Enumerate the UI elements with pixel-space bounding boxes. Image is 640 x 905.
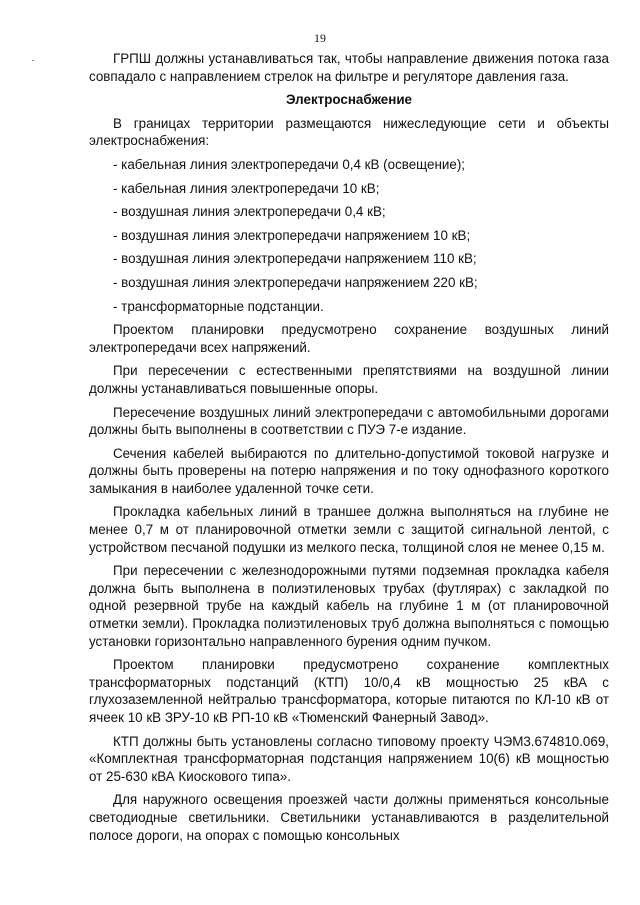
list-item: - воздушная линия электропередачи напряжением 220 кВ; bbox=[113, 274, 478, 290]
list-item: - кабельная линия электропередачи 10 кВ; bbox=[113, 180, 380, 196]
paragraph-cable-sections: Сечения кабелей выбираются по длительно-допустимой токовой нагрузке и должны быть проверены на потерю напряжения и по току однофазного короткого замыкания в наиболее удаленной точке сети. bbox=[89, 445, 609, 496]
list-item: - воздушная линия электропередачи напряжением 10 кВ; bbox=[113, 227, 471, 243]
paragraph-road-crossing: Пересечение воздушных линий электропередачи с автомобильными дорогами должны быть выполнены в соответствии с ПУЭ 7-е издание. bbox=[89, 404, 609, 438]
list-item: - кабельная линия электропередачи 0,4 кВ (освещение); bbox=[113, 156, 465, 172]
paragraph-obstacle-crossing: При пересечении с естественными препятствиями на воздушной линии должны устанавливаться повышенные опоры. bbox=[89, 363, 609, 396]
scan-edge-mark bbox=[32, 60, 34, 61]
paragraph-grpsh-installation: ГРПШ должны устанавливаться так, чтобы направление движения потока газа совпадало с направлением стрелок на фильтре и регуляторе давления газа. bbox=[89, 51, 609, 84]
paragraph-ktp-preserved: Проектом планировки предусмотрено сохранение комплектных трансформаторных подстанций (КТП) 10/0,4 кВ мощностью 25 кВА с глухозаземленной нейтралью трансформатора, которые питаются по КЛ-10 кВ от ячеек 10 кВ ЗРУ-10 кВ РП-10 кВ «Тюменский Фанерный Завод». bbox=[89, 657, 609, 725]
paragraph-ktp-standard-project: КТП должны быть установлены согласно типовому проекту ЧЭМ3.674810.069, «Комплектная трансформаторная подстанция напряжением 10(6) кВ мощностью от 25-630 кВА Киоскового типа». bbox=[89, 733, 609, 784]
list-item: - воздушная линия электропередачи напряжением 110 кВ; bbox=[113, 251, 477, 267]
list-item: - трансформаторные подстанции. bbox=[113, 298, 324, 314]
paragraph-networks-lead: В границах территории размещаются нижеследующие сети и объекты электроснабжения: bbox=[89, 115, 609, 149]
paragraph-overhead-lines-preserved: Проектом планировки предусмотрено сохранение воздушных линий электропередачи всех напряжений. bbox=[89, 322, 609, 355]
list-item: - воздушная линия электропередачи 0,4 кВ; bbox=[113, 204, 386, 220]
paragraph-outdoor-lighting: Для наружного освещения проезжей части должны применяться консольные светодиодные светильники. Светильники устанавливаются в разделительной полосе дороги, на опорах с помощью консольных bbox=[89, 792, 609, 843]
document-body bbox=[89, 50, 609, 850]
page-number: 19 bbox=[314, 31, 326, 45]
section-heading-power-supply: Электроснабжение bbox=[285, 92, 413, 108]
paragraph-trench-laying: Прокладка кабельных линий в траншее должна выполняться на глубине не менее 0,7 м от планировочной отметки земли с защитой сигнальной лентой, с устройством песчаной подушки из мелкого песка, толщиной слоя не менее 0,15 м. bbox=[89, 504, 609, 555]
paragraph-railway-crossing: При пересечении с железнодорожными путями подземная прокладка кабеля должна быть выполнена в полиэтиленовых трубах (футлярах) с закладкой по одной резервной трубе на каждый кабель на глубине 1 м (от планировочной отметки земли). Прокладка полиэтиленовых труб должна выполняться с помощью установки горизонтально направленного бурения одним пучком. bbox=[89, 563, 609, 649]
